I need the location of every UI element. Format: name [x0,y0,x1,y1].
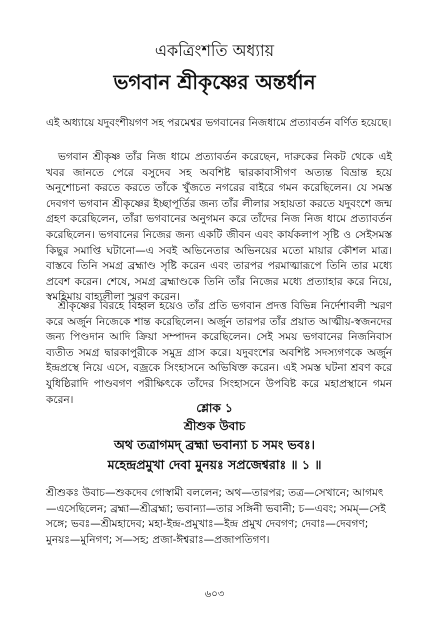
verse-speaker: শ্রীশুক উবাচ [183,419,246,433]
verse-line-1: অথ তত্রাগমদ্ ব্রহ্মা ভবান্যা চ সমং ভবঃ। [114,437,315,452]
chapter-title: ভগবান শ্রীকৃষ্ণের অন্তর্ধান [113,70,316,94]
paragraph-1: ভগবান শ্রীকৃষ্ণ তাঁর নিজ ধামে প্রত্যাবর্তন করেছেন, দারুকের নিকট থেকে এই খবর জানতে পেরে বসুদেব সহ অবশিষ্ট দ্বারকাবাসীগণ অত্যন্ত বিভ্রান্ত হয়ে অনুশোচনা করতে করতে তাঁকে খুঁজতে নগরের বাইরে গমন করেছিলেন। যে সমস্ত দেবগণ ভগবান শ্রীকৃষ্ণের ইচ্ছাপূর্তির জন্য তাঁর লীলার সহায়তা করতে যদুবংশে জন্ম গ্রহণ করেছিলেন, তাঁরা ভগবানের অনুগমন করে তাঁদের নিজ নিজ ধামে প্রত্যাবর্তন করেছিলেন। ভগবানের নিজের জন্য একটি জীবন এবং কার্যকলাপ সৃষ্টি ও সেইসমস্ত কিছুর সমাপ্তি ঘটানো—এ সবই অভিনেতার অভিনয়ের মতো মায়ার কৌশল মাত্র। বাস্তবে তিনি সমগ্র ব্রহ্মাণ্ড সৃষ্টি করেন এবং তারপর পরমাত্মারূপে তিনি তার মধ্যে প্রবেশ করেন। শেষে, সমগ্র ব্রহ্মাণ্ডকে তিনি তাঁর নিজের মধ্যে প্রত্যাহার করে নিয়ে, স্বমহিমায় বাহ্যলীলা স্মরণ করেন। [46,151,392,304]
chapter-summary: এই অধ্যায়ে যদুবংশীয়গণ সহ পরমেশ্বর ভগবানের নিজধামে প্রত্যাবর্তন বর্ণিত হয়েছে। [46,117,392,129]
verse-line-2: মহেন্দ্রপ্রমুখা দেবা মুনয়ঃ সপ্রজেশ্বরাঃ ॥ ১ ॥ [107,457,322,472]
page-number: ৬০৩ [204,589,225,600]
synonyms: শ্রীশুকঃ উবাচ—শুকদেব গোস্বামী বললেন; অথ—তারপর; তত্র—সেখানে; আগমৎ—এসেছিলেন; ব্রহ্মা—শ্রীব্রহ্মা; ভবান্যা—তার সঙ্গিনী ভবানী; চ—এবং; সমম্—সেই সঙ্গে; ভবঃ—শ্রীমহাদেব; মহা-ইন্দ্র-প্রমুখাঃ—ইন্দ্র প্রমুখ দেবগণ; দেবাঃ—দেবগণ; মুনয়ঃ—মুনিগণ; স—সহ; প্রজা-ঈশ্বরাঃ—প্রজাপতিগণ। [46,487,386,546]
paragraph-2: শ্রীকৃষ্ণের বিরহে বিহ্বল হয়েও তাঁর প্রতি ভগবান প্রদত্ত বিভিন্ন নির্দেশাবলী স্মরণ করে অর্জুন নিজেকে শান্ত করেছিলেন। অর্জুন তারপর তাঁর প্রয়াত আত্মীয়-স্বজনদের জন্য পিণ্ডদান আদি ক্রিয়া সম্পাদন করেছিলেন। সেই সময় ভগবানের নিজনিবাস ব্যতীত সমগ্র দ্বারকাপুরীকে সমুদ্র গ্রাস করে। যদুবংশের অবশিষ্ট সদস্যগণকে অর্জুন ইন্দ্রপ্রস্থে নিয়ে এসে, বজ্রকে সিংহাসনে অভিষিক্ত করেন। এই সমস্ত ঘটনা শ্রবণ করে যুধিষ্ঠিরাদি পাণ্ডবগণ পরীক্ষিৎকে তাঁদের সিংহাসনে উপবিষ্ট করে মহাপ্রস্থানে গমন করেন। [46,300,392,406]
verse-number: শ্লোক ১ [196,401,233,415]
chapter-number: একত্রিংশতি অধ্যায় [154,41,275,60]
